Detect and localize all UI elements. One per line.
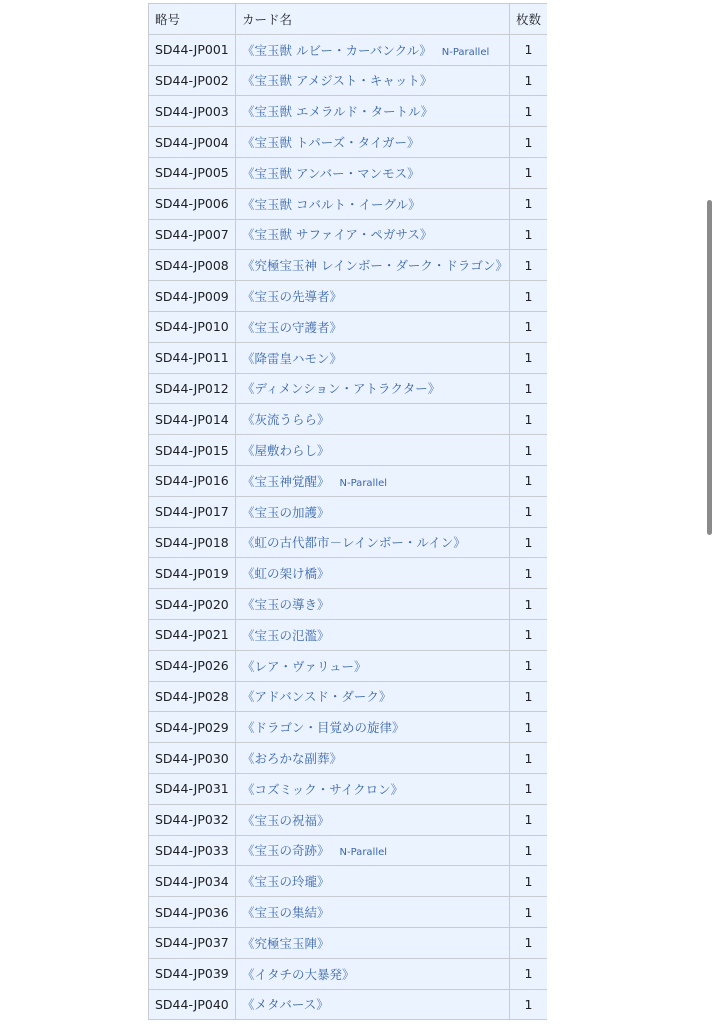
card-name-cell bbox=[236, 773, 510, 804]
card-name-link[interactable]: 《宝玉の奇跡》 bbox=[242, 843, 330, 859]
card-number: SD44-JP011 bbox=[149, 342, 236, 373]
table-row bbox=[149, 527, 548, 558]
card-quantity: 1 bbox=[510, 866, 548, 897]
card-quantity: 1 bbox=[510, 927, 548, 958]
card-number: SD44-JP006 bbox=[149, 188, 236, 219]
table-row bbox=[149, 96, 548, 127]
card-name-link[interactable]: 《宝玉獣 アメジスト・キャット》 bbox=[242, 73, 433, 89]
card-quantity: 1 bbox=[510, 712, 548, 743]
table-row bbox=[149, 989, 548, 1020]
card-number: SD44-JP039 bbox=[149, 958, 236, 989]
card-quantity: 1 bbox=[510, 958, 548, 989]
card-name-link[interactable]: 《宝玉獣 コバルト・イーグル》 bbox=[242, 196, 421, 212]
header-quantity: 枚数 bbox=[510, 4, 548, 35]
table-row bbox=[149, 404, 548, 435]
card-name-cell bbox=[236, 373, 510, 404]
table-row bbox=[149, 650, 548, 681]
card-name-cell bbox=[236, 712, 510, 743]
card-number: SD44-JP012 bbox=[149, 373, 236, 404]
card-number: SD44-JP020 bbox=[149, 589, 236, 620]
table-row bbox=[149, 897, 548, 928]
card-number: SD44-JP018 bbox=[149, 527, 236, 558]
card-quantity: 1 bbox=[510, 465, 548, 496]
table-row bbox=[149, 927, 548, 958]
card-name-cell bbox=[236, 496, 510, 527]
table-row bbox=[149, 835, 548, 866]
card-name-link[interactable]: 《宝玉の先導者》 bbox=[242, 289, 343, 305]
table-row bbox=[149, 496, 548, 527]
card-name-link[interactable]: 《イタチの大暴発》 bbox=[242, 966, 355, 982]
card-name-cell bbox=[236, 96, 510, 127]
card-name-link[interactable]: 《メタバース》 bbox=[242, 997, 329, 1013]
card-number: SD44-JP034 bbox=[149, 866, 236, 897]
card-name-link[interactable]: 《宝玉獣 エメラルド・タートル》 bbox=[242, 104, 434, 120]
card-quantity: 1 bbox=[510, 127, 548, 158]
card-number: SD44-JP021 bbox=[149, 619, 236, 650]
scrollbar-thumb[interactable] bbox=[707, 200, 712, 535]
card-quantity: 1 bbox=[510, 281, 548, 312]
table-row bbox=[149, 250, 548, 281]
card-name-cell bbox=[236, 281, 510, 312]
card-name-link[interactable]: 《おろかな副葬》 bbox=[242, 751, 343, 767]
card-quantity: 1 bbox=[510, 435, 548, 466]
card-name-cell bbox=[236, 835, 510, 866]
card-name-link[interactable]: 《虹の架け橋》 bbox=[242, 566, 330, 582]
table-row bbox=[149, 958, 548, 989]
header-card-name: カード名 bbox=[236, 4, 510, 35]
table-row bbox=[149, 589, 548, 620]
card-number: SD44-JP003 bbox=[149, 96, 236, 127]
card-name-cell bbox=[236, 927, 510, 958]
card-quantity: 1 bbox=[510, 96, 548, 127]
table-row bbox=[149, 65, 548, 96]
card-number: SD44-JP029 bbox=[149, 712, 236, 743]
card-quantity: 1 bbox=[510, 219, 548, 250]
card-number: SD44-JP030 bbox=[149, 743, 236, 774]
card-name-cell bbox=[236, 681, 510, 712]
card-name-link[interactable]: 《宝玉獣 トパーズ・タイガー》 bbox=[242, 135, 420, 151]
card-name-cell bbox=[236, 404, 510, 435]
card-number: SD44-JP040 bbox=[149, 989, 236, 1020]
card-quantity: 1 bbox=[510, 496, 548, 527]
card-name-link[interactable]: 《宝玉の玲瓏》 bbox=[242, 874, 330, 890]
table-row bbox=[149, 866, 548, 897]
table-row bbox=[149, 804, 548, 835]
card-quantity: 1 bbox=[510, 835, 548, 866]
card-quantity: 1 bbox=[510, 188, 548, 219]
card-name-cell bbox=[236, 558, 510, 589]
card-quantity: 1 bbox=[510, 743, 548, 774]
card-name-cell bbox=[236, 958, 510, 989]
table-row bbox=[149, 435, 548, 466]
card-quantity: 1 bbox=[510, 681, 548, 712]
card-name-cell bbox=[236, 866, 510, 897]
card-number: SD44-JP001 bbox=[149, 34, 236, 65]
card-name-cell bbox=[236, 188, 510, 219]
card-name-cell bbox=[236, 157, 510, 188]
card-name-cell bbox=[236, 127, 510, 158]
card-number: SD44-JP010 bbox=[149, 311, 236, 342]
table-row bbox=[149, 219, 548, 250]
card-quantity: 1 bbox=[510, 157, 548, 188]
card-name-cell bbox=[236, 465, 510, 496]
card-name-link[interactable]: 《宝玉の氾濫》 bbox=[242, 627, 330, 643]
card-name-link[interactable]: 《宝玉の守護者》 bbox=[242, 319, 343, 335]
table-row bbox=[149, 681, 548, 712]
card-quantity: 1 bbox=[510, 65, 548, 96]
card-list-body bbox=[149, 34, 548, 1020]
table-row bbox=[149, 373, 548, 404]
card-name-cell bbox=[236, 219, 510, 250]
card-quantity: 1 bbox=[510, 527, 548, 558]
card-number: SD44-JP017 bbox=[149, 496, 236, 527]
card-name-link[interactable]: 《宝玉の祝福》 bbox=[242, 812, 330, 828]
card-name-link[interactable]: 《宝玉の加護》 bbox=[242, 504, 330, 520]
card-name-cell bbox=[236, 589, 510, 620]
card-quantity: 1 bbox=[510, 558, 548, 589]
card-number: SD44-JP026 bbox=[149, 650, 236, 681]
card-name-link[interactable]: 《宝玉獣 サファイア・ペガサス》 bbox=[242, 227, 433, 243]
card-number: SD44-JP015 bbox=[149, 435, 236, 466]
card-number: SD44-JP004 bbox=[149, 127, 236, 158]
header-number: 略号 bbox=[149, 4, 236, 35]
table-row bbox=[149, 619, 548, 650]
card-name-link[interactable]: 《宝玉の導き》 bbox=[242, 597, 330, 613]
card-quantity: 1 bbox=[510, 650, 548, 681]
card-name-cell bbox=[236, 743, 510, 774]
card-quantity: 1 bbox=[510, 373, 548, 404]
table-row bbox=[149, 188, 548, 219]
table-row bbox=[149, 281, 548, 312]
card-name-link[interactable]: 《ドラゴン・目覚めの旋律》 bbox=[242, 720, 405, 736]
table-row bbox=[149, 773, 548, 804]
card-number: SD44-JP016 bbox=[149, 465, 236, 496]
card-number: SD44-JP019 bbox=[149, 558, 236, 589]
table-row bbox=[149, 465, 548, 496]
card-name-cell bbox=[236, 342, 510, 373]
rarity-label: N-Parallel bbox=[339, 477, 388, 489]
card-quantity: 1 bbox=[510, 773, 548, 804]
rarity-label: N-Parallel bbox=[339, 847, 388, 859]
table-row bbox=[149, 712, 548, 743]
card-name-link[interactable]: 《灰流うらら》 bbox=[242, 412, 330, 428]
table-row bbox=[149, 157, 548, 188]
table-row bbox=[149, 311, 548, 342]
card-number: SD44-JP036 bbox=[149, 897, 236, 928]
card-name-cell bbox=[236, 65, 510, 96]
table-row bbox=[149, 743, 548, 774]
table-row bbox=[149, 342, 548, 373]
card-number: SD44-JP037 bbox=[149, 927, 236, 958]
card-quantity: 1 bbox=[510, 342, 548, 373]
card-number: SD44-JP008 bbox=[149, 250, 236, 281]
card-name-cell bbox=[236, 989, 510, 1020]
card-name-cell bbox=[236, 804, 510, 835]
card-quantity: 1 bbox=[510, 989, 548, 1020]
card-quantity: 1 bbox=[510, 250, 548, 281]
card-name-cell bbox=[236, 897, 510, 928]
card-number: SD44-JP031 bbox=[149, 773, 236, 804]
card-number: SD44-JP014 bbox=[149, 404, 236, 435]
card-quantity: 1 bbox=[510, 404, 548, 435]
card-number: SD44-JP007 bbox=[149, 219, 236, 250]
card-number: SD44-JP005 bbox=[149, 157, 236, 188]
card-name-link[interactable]: 《屋敷わらし》 bbox=[242, 443, 330, 459]
card-name-link[interactable]: 《コズミック・サイクロン》 bbox=[242, 781, 404, 797]
card-name-link[interactable]: 《降雷皇ハモン》 bbox=[242, 350, 343, 366]
card-list-table bbox=[148, 3, 547, 1020]
card-number: SD44-JP033 bbox=[149, 835, 236, 866]
card-name-cell bbox=[236, 527, 510, 558]
card-name-link[interactable]: 《虹の古代都市－レインボー・ルイン》 bbox=[242, 535, 466, 551]
card-name-link[interactable]: 《宝玉獣 アンバー・マンモス》 bbox=[242, 165, 420, 181]
card-list-container bbox=[148, 3, 547, 1024]
table-row bbox=[149, 127, 548, 158]
page-scrollbar[interactable] bbox=[707, 200, 712, 535]
card-name-link[interactable]: 《宝玉の集結》 bbox=[242, 905, 330, 920]
card-name-link[interactable]: 《ディメンション・アトラクター》 bbox=[242, 381, 441, 397]
card-quantity: 1 bbox=[510, 804, 548, 835]
card-quantity: 1 bbox=[510, 897, 548, 928]
table-header-row bbox=[149, 4, 548, 35]
card-quantity: 1 bbox=[510, 619, 548, 650]
card-name-link[interactable]: 《究極宝玉陣》 bbox=[242, 935, 330, 951]
card-name-cell bbox=[236, 34, 510, 65]
card-number: SD44-JP009 bbox=[149, 281, 236, 312]
card-name-link[interactable]: 《レア・ヴァリュー》 bbox=[242, 658, 367, 674]
card-number: SD44-JP028 bbox=[149, 681, 236, 712]
card-quantity: 1 bbox=[510, 311, 548, 342]
card-quantity: 1 bbox=[510, 34, 548, 65]
rarity-label: N-Parallel bbox=[441, 46, 490, 58]
table-row bbox=[149, 558, 548, 589]
card-name-link[interactable]: 《究極宝玉神 レインボー・ダーク・ドラゴン》 bbox=[242, 258, 508, 274]
card-quantity: 1 bbox=[510, 589, 548, 620]
card-number: SD44-JP032 bbox=[149, 804, 236, 835]
card-name-link[interactable]: 《アドバンスド・ダーク》 bbox=[242, 689, 392, 705]
card-name-link[interactable]: 《宝玉神覚醒》 bbox=[242, 473, 330, 489]
card-name-cell bbox=[236, 435, 510, 466]
card-name-link[interactable]: 《宝玉獣 ルビー・カーバンクル》 bbox=[242, 42, 432, 58]
card-name-cell bbox=[236, 650, 510, 681]
card-name-cell bbox=[236, 311, 510, 342]
card-name-cell bbox=[236, 250, 510, 281]
card-number: SD44-JP002 bbox=[149, 65, 236, 96]
table-row bbox=[149, 34, 548, 65]
card-name-cell bbox=[236, 619, 510, 650]
